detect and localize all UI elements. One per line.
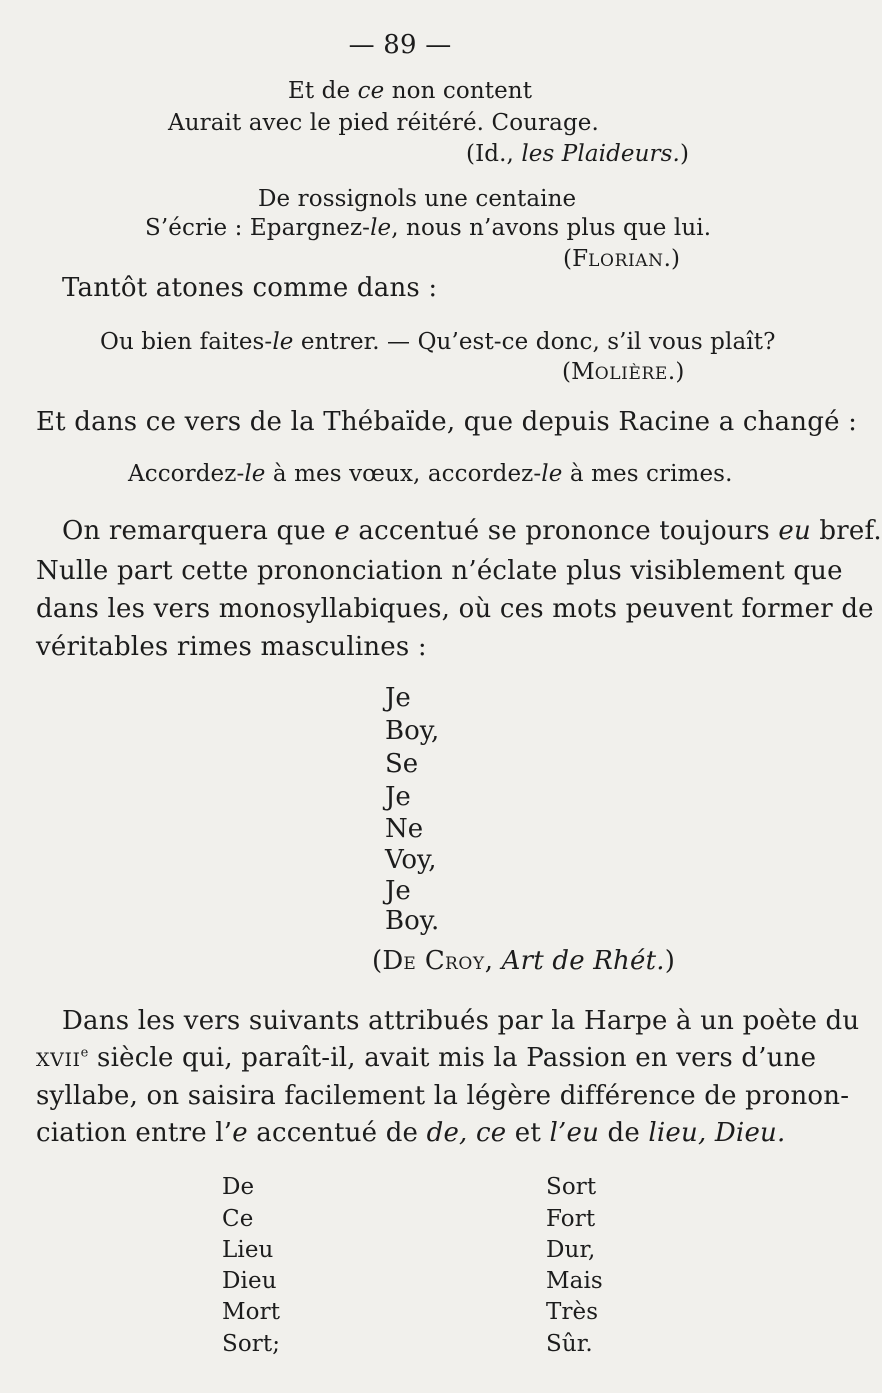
passion-left-line: Dieu [222, 1268, 277, 1294]
quote1-line1: Et de ce non content [288, 78, 533, 104]
quote1-line2: Aurait avec le pied réitéré. Courage. [168, 110, 599, 136]
mono-verse-line: Voy, [385, 845, 437, 875]
passion-left-line: Mort [222, 1299, 281, 1325]
mono-verse-line: Je [385, 782, 411, 812]
passion-left-line: Ce [222, 1206, 254, 1232]
page-number: — 89 — [348, 30, 452, 60]
mono-verse-line: Boy. [385, 906, 440, 936]
passion-right-line: Sort [546, 1174, 597, 1200]
mono-verse-line: Ne [385, 814, 424, 844]
quote3-line: Ou bien faites-le entrer. — Qu’est-ce donc, s’il vous plaît? [100, 329, 776, 355]
text-tantot: Tantôt atones comme dans : [62, 273, 438, 303]
quote1-source: (Id., les Plaideurs.) [466, 141, 690, 167]
passion-left-line: Sort; [222, 1331, 281, 1357]
mono-verse-source: (DE CROY, Art de Rhét.) [372, 946, 676, 976]
quote2-line2: S’écrie : Epargnez-le, nous n’avons plus que lui. [145, 215, 712, 241]
mono-verse-line: Se [385, 749, 419, 779]
mono-verse-line: Je [385, 876, 411, 906]
passion-right-line: Sûr. [546, 1331, 593, 1357]
para2-line3: syllabe, on saisira facilement la légère différence de pronon- [36, 1081, 850, 1111]
mono-verse-line: Je [385, 683, 411, 713]
passion-left-line: De [222, 1174, 255, 1200]
text-thebaide: Et dans ce vers de la Thébaïde, que depuis Racine a changé : [36, 407, 858, 437]
para2-line1: Dans les vers suivants attribués par la Harpe à un poète du [62, 1006, 860, 1036]
quote2-source: (FLORIAN.) [563, 246, 681, 272]
passion-right-line: Fort [546, 1206, 596, 1232]
para2-line2: XVIIe siècle qui, paraît-il, avait mis la Passion en vers d’une [36, 1043, 817, 1073]
para1-line3: dans les vers monosyllabiques, où ces mots peuvent former de [36, 594, 874, 624]
passion-right-line: Très [546, 1299, 599, 1325]
mono-verse-line: Boy, [385, 716, 440, 746]
para2-line4: ciation entre l’e accentué de de, ce et l’eu de lieu, Dieu. [36, 1118, 786, 1148]
passion-left-line: Lieu [222, 1237, 274, 1263]
quote2-line1: De rossignols une centaine [258, 186, 577, 212]
para1-line2: Nulle part cette prononciation n’éclate plus visiblement que [36, 556, 843, 586]
para1-line1: On remarquera que e accentué se prononce toujours eu bref. [62, 516, 882, 546]
quote4-line: Accordez-le à mes vœux, accordez-le à mes crimes. [128, 461, 733, 487]
quote3-source: (MOLIÈRE.) [562, 359, 685, 385]
passion-right-line: Mais [546, 1268, 603, 1294]
passion-right-line: Dur, [546, 1237, 596, 1263]
para1-line4: véritables rimes masculines : [36, 632, 427, 662]
